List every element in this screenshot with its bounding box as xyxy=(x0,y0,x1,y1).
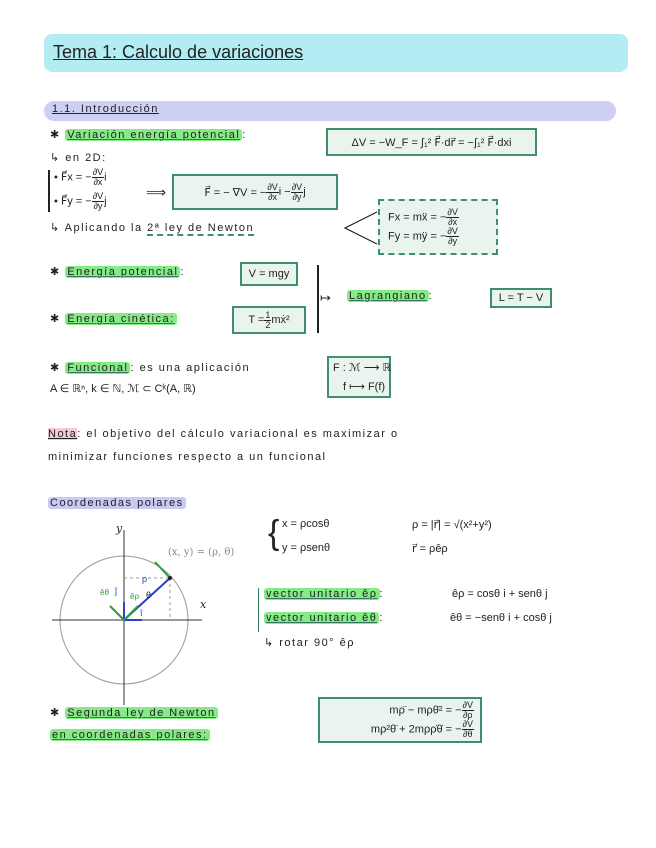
axis-y-label: y xyxy=(116,522,123,535)
fy-lhs: • F⃗y = − xyxy=(54,195,92,208)
num: ∂V xyxy=(447,226,458,236)
rho-eq: ρ = |r⃗| = √(x²+y²) xyxy=(412,519,492,531)
point-label: (x, y) = (ρ, θ) xyxy=(168,547,235,558)
bracket-line xyxy=(317,265,319,333)
nota-label: Nota xyxy=(48,428,78,440)
bullet-icon: ✱ xyxy=(50,707,61,719)
segunda-box xyxy=(318,697,482,743)
cinetica-box xyxy=(232,306,306,334)
bracket-line xyxy=(48,170,50,212)
cinetica-label: Energía cinética: xyxy=(67,313,175,325)
arrow-icon: ↦ xyxy=(320,290,331,305)
fx-newton xyxy=(388,208,459,227)
cinetica-row xyxy=(50,312,177,325)
num: ∂V xyxy=(291,181,303,192)
num: 1 xyxy=(265,309,271,320)
num: ∂V xyxy=(92,191,104,201)
num: ∂V xyxy=(267,181,278,192)
den: ∂x xyxy=(448,217,458,227)
colon: : xyxy=(180,266,185,278)
lagrangiano-row xyxy=(347,290,433,302)
branch-arrow-icon xyxy=(343,208,379,248)
fy-lhs: Fy = mÿ = − xyxy=(388,230,447,243)
colon: : xyxy=(242,129,247,141)
r-eq: r⃗ = ρêρ xyxy=(412,543,448,555)
axis-x-label: x xyxy=(200,598,207,611)
bracket-line xyxy=(258,588,259,632)
fx-eq xyxy=(54,168,107,187)
potencial-label: Energía potencial xyxy=(67,266,179,278)
e-rho-label: êρ xyxy=(130,592,139,601)
segunda-eq2 xyxy=(371,720,474,739)
eq-lhs: mρ²θ̈ + 2mρρ̇θ̇ = − xyxy=(370,723,462,736)
frac xyxy=(446,227,458,246)
nota-line1 xyxy=(48,428,399,440)
fx-tail: i xyxy=(104,171,107,184)
brace-icon: { xyxy=(268,514,280,552)
segunda-label: Segunda ley de Newton xyxy=(67,707,216,719)
rho-label: ρ xyxy=(142,574,148,584)
den: ∂x xyxy=(93,177,103,187)
en2d-text: ↳ en 2D: xyxy=(50,152,107,164)
den: ∂θ xyxy=(463,729,473,739)
bullet-icon: ✱ xyxy=(50,313,61,325)
gradient-tail: j xyxy=(303,186,306,198)
page-title: Tema 1: Calculo de variaciones xyxy=(53,42,304,62)
vec-theta-eq: êθ = −senθ i + cosθ j xyxy=(450,612,552,624)
den: ∂y xyxy=(448,236,458,246)
fy-tail: j xyxy=(104,195,107,208)
funcional-domain: A ∈ ℝⁿ, k ∈ ℕ, ℳ ⊂ Cᵏ(A, ℝ) xyxy=(50,383,196,395)
segunda-line2 xyxy=(50,729,210,741)
segunda-line1 xyxy=(50,706,218,719)
nota-text: : el objetivo del cálculo variacional es maximizar o xyxy=(77,428,399,440)
frac xyxy=(291,181,306,202)
num: ∂V xyxy=(462,700,473,710)
frac xyxy=(446,208,458,227)
variacion-row xyxy=(50,128,247,141)
bullet-icon: ✱ xyxy=(50,362,61,374)
eq-lhs: mρ̈ − mρθ̇² = − xyxy=(389,704,462,717)
segunda-eq1 xyxy=(389,701,474,720)
lagrangiano-label: Lagrangiano xyxy=(349,290,427,302)
den: ∂y xyxy=(93,201,103,211)
num: ∂V xyxy=(462,719,473,729)
bullet-icon: ✱ xyxy=(50,129,61,141)
den: ∂y xyxy=(292,191,302,202)
e-theta-label: êθ xyxy=(100,588,109,597)
theta-label: θ xyxy=(146,590,152,600)
variacion-label: Variación energía potencial xyxy=(67,129,241,141)
potencial-box: V = mgy xyxy=(240,262,298,286)
fx-lhs: Fx = mẍ = − xyxy=(388,211,447,224)
funcional-row xyxy=(50,361,250,374)
fy-newton xyxy=(388,227,459,246)
funcional-text: : es una aplicación xyxy=(130,362,251,374)
vec-theta-row: vector unitario êθ : xyxy=(266,612,384,624)
frac xyxy=(264,311,271,330)
aplicando-row xyxy=(50,221,254,234)
newton-components-box xyxy=(378,199,498,255)
vec-rho-label: vector unitario êρ xyxy=(266,588,378,600)
polares-heading xyxy=(48,497,186,509)
j-label: ĵ xyxy=(115,586,117,596)
nota-line2: minimizar funciones respecto a un funcional xyxy=(48,451,327,463)
frac xyxy=(462,701,474,720)
map-line: F : ℳ ⟶ ℝ xyxy=(333,362,392,374)
den: ∂x xyxy=(268,191,278,202)
colon: : xyxy=(428,290,434,302)
newton-link: 2ª ley de Newton xyxy=(147,222,255,234)
section-heading: 1.1. Introducción xyxy=(52,103,159,115)
gradient-mid: i − xyxy=(278,186,291,198)
frac xyxy=(462,720,474,739)
y-eq: y = ρsenθ xyxy=(282,542,331,554)
bullet-icon: ✱ xyxy=(50,266,61,278)
fy-frac xyxy=(92,191,107,211)
map-line: f ⟼ F(f) xyxy=(343,381,386,393)
aplicando-prefix: ↳ Aplicando la xyxy=(50,222,148,234)
lagrangiano-box: L = T − V xyxy=(490,288,552,308)
fx-lhs: • F⃗x = − xyxy=(54,171,92,184)
vec-theta-label: vector unitario êθ xyxy=(266,612,378,624)
funcional-label: Funcional xyxy=(67,362,129,374)
gradient-lhs: F⃗ = − ∇V = − xyxy=(204,186,267,199)
den: ∂ρ xyxy=(462,710,473,720)
polares-heading-text: Coordenadas polares xyxy=(50,497,184,509)
potencial-row xyxy=(50,265,185,278)
fy-eq xyxy=(54,192,107,211)
vec-rho-eq: êρ = cosθ i + senθ j xyxy=(452,588,548,600)
implies-arrow: ⟹ xyxy=(146,184,167,200)
gradient-box xyxy=(172,174,338,210)
lhs: T = xyxy=(248,314,265,326)
segunda-label2: en coordenadas polares: xyxy=(52,729,208,741)
fx-frac xyxy=(92,167,107,187)
rhs: mẋ² xyxy=(271,314,290,326)
i-label: î xyxy=(140,608,143,618)
den: 2 xyxy=(265,319,271,330)
variacion-formula-box: ΔV = −W_F = ∫₁² F⃗·dr⃗ = −∫₁² F⃗·dxi xyxy=(326,128,537,156)
num: ∂V xyxy=(92,167,104,177)
frac xyxy=(266,183,278,202)
x-eq: x = ρcosθ xyxy=(282,518,330,530)
funcional-map-box xyxy=(327,356,391,398)
rotar-text: ↳ rotar 90° êρ xyxy=(264,637,356,649)
vec-rho-row: vector unitario êρ : xyxy=(266,588,385,600)
num: ∂V xyxy=(447,207,458,217)
